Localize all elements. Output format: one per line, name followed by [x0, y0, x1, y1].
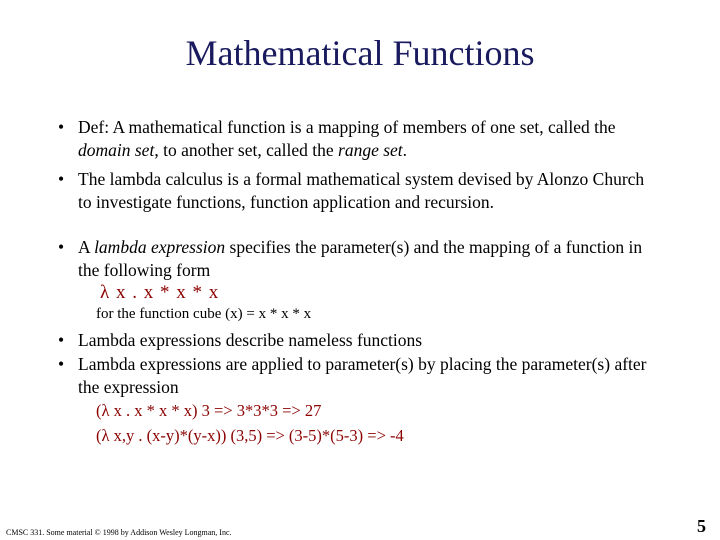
bullet-dot: • — [58, 354, 65, 374]
footer-copyright: CMSC 331. Some material © 1998 by Addison Wesley Longman, Inc. — [6, 528, 232, 537]
bullet-dot: • — [58, 117, 65, 137]
bullet-text-part: A — [78, 237, 95, 257]
bullet-text-part: Def: A mathematical function is a mapping of members of one set, called the — [78, 117, 616, 137]
bullet-nameless-text: Lambda expressions describe nameless functions — [78, 330, 423, 350]
bullet-application-text: Lambda expressions are applied to parameter(s) by placing the parameter(s) after the expression — [78, 354, 647, 397]
bullet-text-part: . — [402, 140, 408, 160]
bullet-dot: • — [58, 330, 65, 350]
example-cube: (λ x . x * x * x) 3 => 3*3*3 => 27 — [96, 401, 322, 420]
bullet-text-part: specifies the parameter(s) and the mapping of a function in the following form — [78, 237, 643, 280]
bullet-nameless — [58, 329, 658, 352]
range-set-term: range set — [338, 140, 403, 160]
bullet-lambda-calculus-text: The lambda calculus is a formal mathematical system devised by Alonzo Church to investigate functions, function application and recursion. — [78, 169, 645, 212]
bullet-dot: • — [58, 237, 65, 257]
domain-set-term: domain set — [78, 140, 155, 160]
bullet-lambda-calculus — [58, 168, 658, 214]
lambda-expression-term: lambda expression — [94, 237, 226, 257]
example-two-params: (λ x,y . (x-y)*(y-x)) (3,5) => (3-5)*(5-3) => -4 — [96, 426, 404, 445]
bullet-definition — [58, 116, 658, 162]
bullet-lambda-expression — [58, 236, 658, 282]
bullet-text-part: , to another set, called the — [154, 140, 339, 160]
lambda-form: λ x . x * x * x — [100, 282, 220, 303]
slide-title: Mathematical Functions — [185, 33, 535, 73]
bullet-definition-text — [78, 116, 658, 162]
bullet-application — [58, 353, 658, 399]
bullet-lambda-expression-text — [78, 236, 658, 282]
page-number: 5 — [697, 516, 706, 536]
bullet-dot: • — [58, 169, 65, 189]
cube-note: for the function cube (x) = x * x * x — [96, 306, 312, 322]
